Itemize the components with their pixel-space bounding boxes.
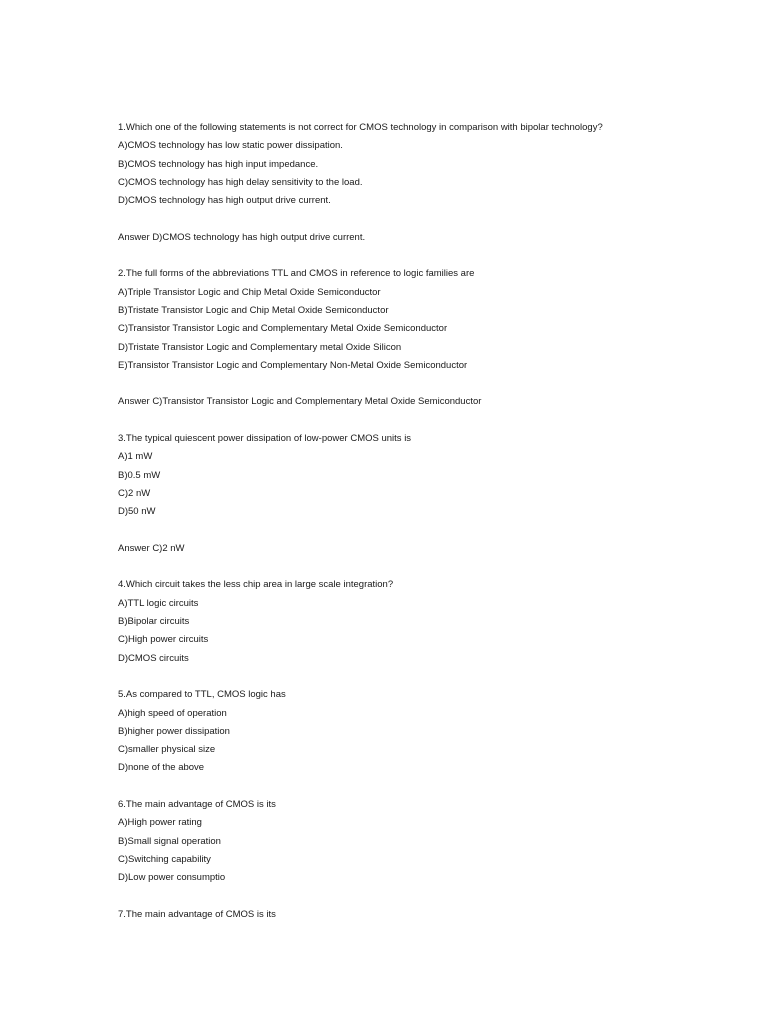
option-b: B)Tristate Transistor Logic and Chip Metal Oxide Semiconductor (118, 304, 389, 316)
question-text: 4.Which circuit takes the less chip area in large scale integration? (118, 579, 394, 591)
option-e: E)Transistor Transistor Logic and Complementary Non-Metal Oxide Semiconductor (118, 359, 468, 371)
answer-text: Answer D)CMOS technology has high output drive current. (118, 231, 366, 243)
spacer (118, 247, 738, 265)
spacer (118, 375, 738, 393)
question-text: 5.As compared to TTL, CMOS logic has (118, 689, 286, 701)
spacer (118, 522, 738, 540)
question-text: 3.The typical quiescent power dissipation of low-power CMOS units is (118, 433, 412, 445)
option-c: C)smaller physical size (118, 744, 216, 756)
option-a: A)1 mW (118, 451, 153, 463)
option-c: C)CMOS technology has high delay sensitivity to the load. (118, 176, 363, 188)
spacer (118, 668, 738, 686)
option-a: A)CMOS technology has low static power dissipation. (118, 140, 343, 152)
question-text: 2.The full forms of the abbreviations TTL and CMOS in reference to logic families are (118, 268, 475, 280)
spacer (118, 210, 738, 228)
option-d: D)CMOS circuits (118, 652, 189, 664)
option-d: D)Tristate Transistor Logic and Complementary metal Oxide Silicon (118, 341, 402, 353)
option-d: D)none of the above (118, 762, 205, 774)
option-b: B)Small signal operation (118, 835, 221, 847)
option-c: C)2 nW (118, 487, 151, 499)
spacer (118, 412, 738, 430)
answer-text: Answer C)2 nW (118, 542, 185, 554)
question-text: 7.The main advantage of CMOS is its (118, 908, 276, 920)
spacer (118, 887, 738, 905)
option-a: A)TTL logic circuits (118, 597, 199, 609)
option-c: C)Switching capability (118, 853, 211, 865)
option-c: C)Transistor Transistor Logic and Complementary Metal Oxide Semiconductor (118, 323, 448, 335)
spacer (118, 558, 738, 576)
option-a: A)High power rating (118, 817, 202, 829)
option-b: B)CMOS technology has high input impedance. (118, 158, 319, 170)
option-d: D)50 nW (118, 506, 156, 518)
option-a: A)Triple Transistor Logic and Chip Metal Oxide Semiconductor (118, 286, 381, 298)
question-text: 6.The main advantage of CMOS is its (118, 798, 276, 810)
option-b: B)Bipolar circuits (118, 616, 190, 628)
option-a: A)high speed of operation (118, 707, 227, 719)
spacer (118, 778, 738, 796)
option-b: B)0.5 mW (118, 469, 161, 481)
option-d: D)Low power consumptio (118, 872, 226, 884)
question-list (118, 119, 738, 924)
option-d: D)CMOS technology has high output drive current. (118, 195, 331, 207)
question-text: 1.Which one of the following statements is not correct for CMOS technology in comparison with bipolar technology? (118, 122, 603, 133)
option-b: B)higher power dissipation (118, 725, 230, 737)
option-c: C)High power circuits (118, 634, 209, 646)
answer-text: Answer C)Transistor Transistor Logic and Complementary Metal Oxide Semiconductor (118, 396, 482, 408)
